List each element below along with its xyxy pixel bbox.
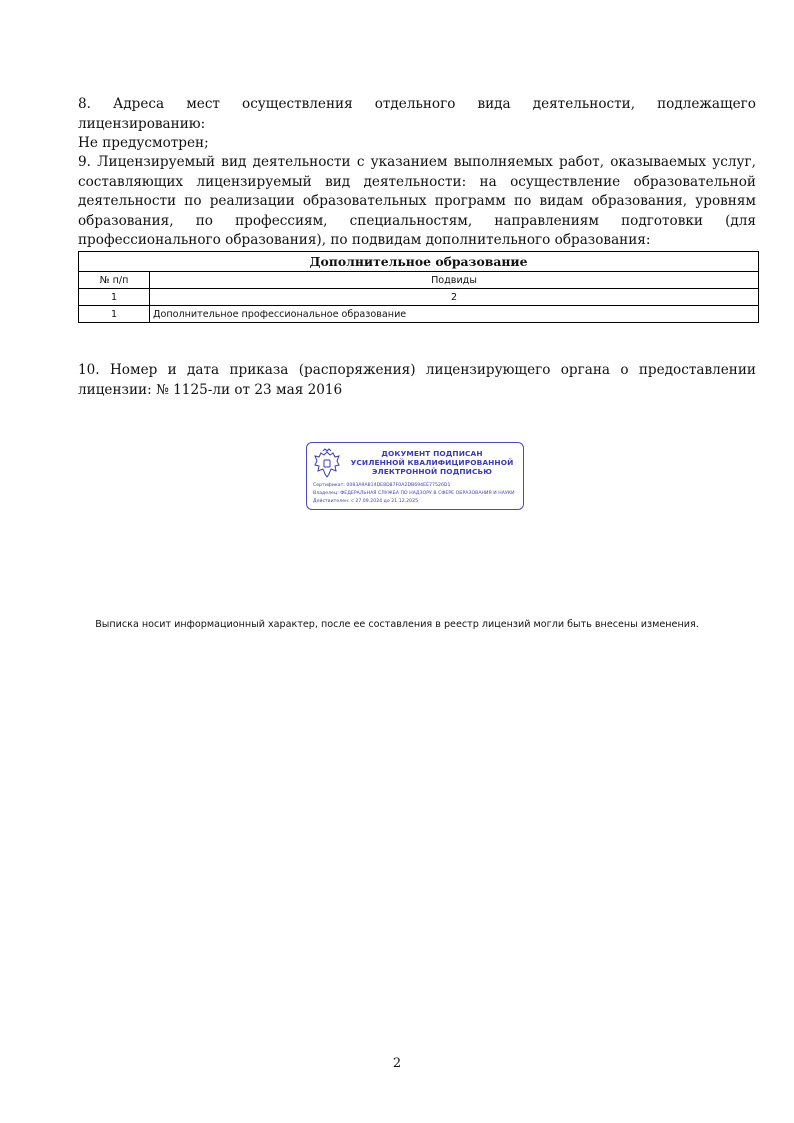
table-index-cell: 1 [79,289,150,306]
table-index-row [79,289,759,306]
table-index-cell: 2 [150,289,759,306]
stamp-title [343,449,521,476]
stamp-title-line: УСИЛЕННОЙ КВАЛИФИЦИРОВАННОЙ [350,458,514,467]
stamp-validity: Действителен: с 27.09.2024 до 21.12.2025 [313,499,419,504]
table-cell-subtype: Дополнительное профессиональное образование [150,306,759,323]
coat-of-arms-icon [312,448,342,480]
section-10 [78,361,756,400]
stamp-owner: Владелец: ФЕДЕРАЛЬНАЯ СЛУЖБА ПО НАДЗОРУ В СФЕРЕ ОБРАЗОВАНИЯ И НАУКИ [313,491,515,496]
stamp-title-line: ЭЛЕКТРОННОЙ ПОДПИСЬЮ [372,467,492,476]
section-8-value: Не предусмотрен; [78,135,209,151]
column-header-number: № п/п [79,272,150,289]
table-row [79,306,759,323]
table-header-row [79,272,759,289]
page-number: 2 [392,1056,402,1071]
table-cell-number: 1 [79,306,150,323]
section-9 [78,153,756,251]
section-8 [78,95,756,154]
stamp-details [313,482,521,506]
electronic-signature-stamp [306,442,524,510]
column-header-subtypes: Подвиды [150,272,759,289]
section-10-text: 10. Номер и дата приказа (распоряжения) лицензирующего органа о предоставлении лицензии: № 1125-ли от 23 мая 2016 [78,362,756,398]
table-caption: Дополнительное образование [79,252,759,272]
section-8-heading: 8. Адреса мест осуществления отдельного вида деятельности, подлежащего лицензированию: [78,96,756,132]
stamp-title-line: ДОКУМЕНТ ПОДПИСАН [381,449,483,458]
license-table [78,251,759,323]
disclaimer-note: Выписка носит информационный характер, после ее составления в реестр лицензий могли быть внесены изменения. [95,619,699,630]
section-9-text: 9. Лицензируемый вид деятельности с указанием выполняемых работ, оказываемых услуг, составляющих лицензируемый вид деятельности: на осуществление образовательной деятельности по реализации образовательных программ по видам образования, уровням образования, по профессиям, специальностям, направлениям подготовки (для профессионального образования), по подвидам дополнительного образования: [78,154,756,248]
stamp-certificate: Сертификат: 0083A9A814DE8D87F0A2DB694EE77526D1 [313,483,451,488]
